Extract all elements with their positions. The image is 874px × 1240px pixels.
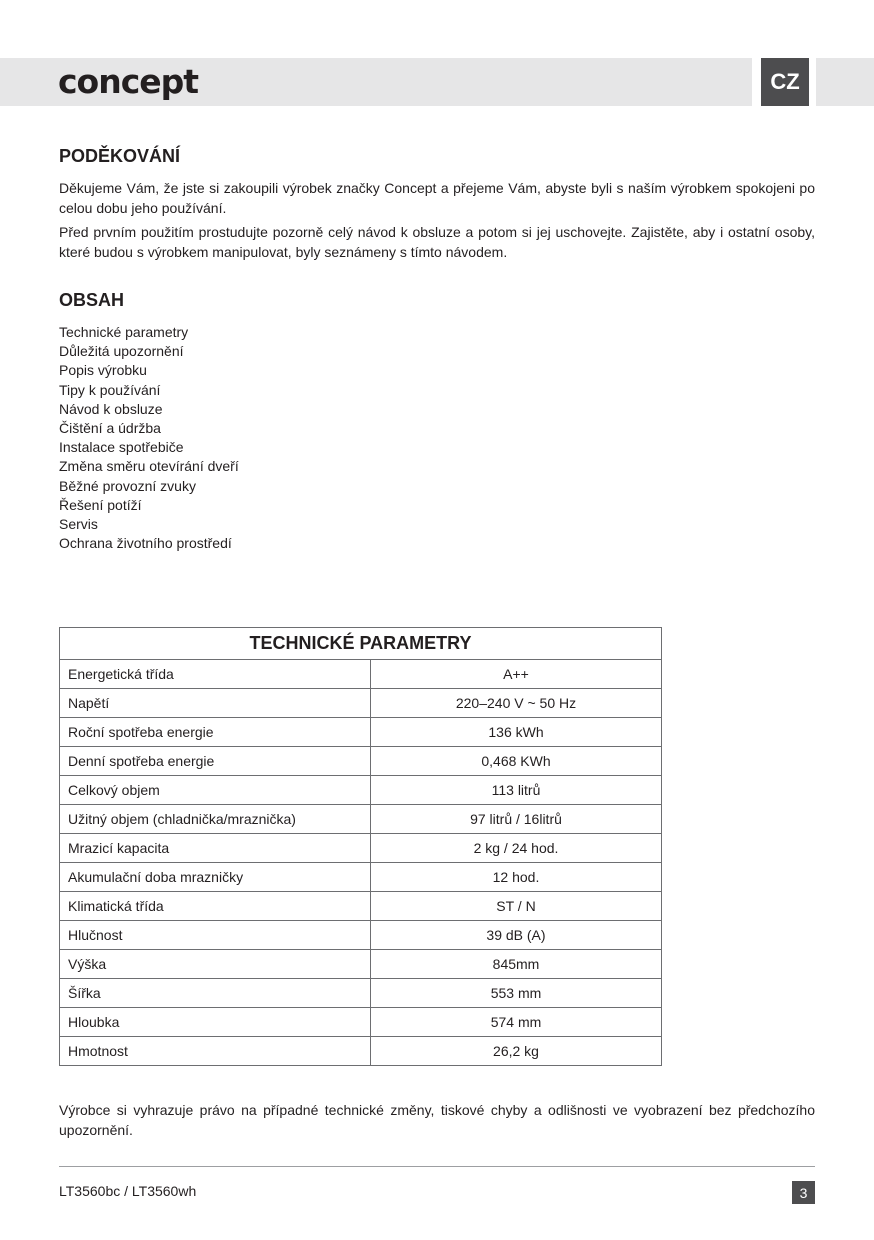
table-row <box>60 892 662 921</box>
spec-value: 845mm <box>371 950 662 979</box>
disclaimer-text: Výrobce si vyhrazuje právo na případné technické změny, tiskové chyby a odlišnosti ve vyobrazení bez předchozího upozornění. <box>59 1102 815 1138</box>
spec-value: 574 mm <box>371 1008 662 1037</box>
spec-label: Užitný objem (chladnička/mraznička) <box>60 805 371 834</box>
contents-item: Změna směru otevírání dveří <box>59 458 239 475</box>
table-row <box>60 805 662 834</box>
model-number: LT3560bc / LT3560wh <box>59 1183 197 1199</box>
acknowledgement-title: PODĚKOVÁNÍ <box>59 146 181 166</box>
spec-value: 0,468 KWh <box>371 747 662 776</box>
table-row <box>60 863 662 892</box>
contents-title: OBSAH <box>59 290 125 310</box>
spec-label: Klimatická třída <box>60 892 371 921</box>
spec-value: 553 mm <box>371 979 662 1008</box>
spec-value: 220–240 V ~ 50 Hz <box>371 689 662 718</box>
contents-item: Řešení potíží <box>59 496 142 513</box>
spec-label: Denní spotřeba energie <box>60 747 371 776</box>
contents-item: Běžné provozní zvuky <box>59 477 196 494</box>
language-badge: CZ <box>761 58 809 106</box>
spec-label: Výška <box>60 950 371 979</box>
contents-item: Důležitá upozornění <box>59 343 184 360</box>
contents-item: Popis výrobku <box>59 362 147 379</box>
spec-value: 12 hod. <box>371 863 662 892</box>
table-row <box>60 921 662 950</box>
footer-divider <box>59 1166 815 1167</box>
spec-label: Celkový objem <box>60 776 371 805</box>
spec-table-header-row <box>60 628 662 660</box>
contents-item: Tipy k používání <box>59 381 161 398</box>
spec-label: Mrazicí kapacita <box>60 834 371 863</box>
acknowledgement-paragraph-1: Děkujeme Vám, že jste si zakoupili výrobek značky Concept a přejeme Vám, abyste byli s naším výrobkem spokojeni po celou dobu jeho používání. <box>59 180 815 216</box>
table-row <box>60 1037 662 1066</box>
spec-label: Hlučnost <box>60 921 371 950</box>
spec-value: 39 dB (A) <box>371 921 662 950</box>
spec-label: Napětí <box>60 689 371 718</box>
contents-item: Čištění a údržba <box>59 420 161 437</box>
spec-value: 97 litrů / 16litrů <box>371 805 662 834</box>
contents-list <box>59 323 239 553</box>
spec-table <box>59 627 662 1066</box>
spec-value: 26,2 kg <box>371 1037 662 1066</box>
table-row <box>60 1008 662 1037</box>
brand-logo: concept <box>58 62 199 101</box>
spec-value: 136 kWh <box>371 718 662 747</box>
contents-item: Návod k obsluze <box>59 400 163 417</box>
spec-label: Energetická třída <box>60 660 371 689</box>
spec-value: 2 kg / 24 hod. <box>371 834 662 863</box>
table-row <box>60 950 662 979</box>
table-row <box>60 747 662 776</box>
spec-table-title: TECHNICKÉ PARAMETRY <box>60 628 662 660</box>
contents-item: Ochrana životního prostředí <box>59 535 232 552</box>
spec-label: Roční spotřeba energie <box>60 718 371 747</box>
table-row <box>60 660 662 689</box>
acknowledgement-paragraph-2: Před prvním použitím prostudujte pozorně celý návod k obsluze a potom si jej uschovejte. Zajistěte, aby i ostatní osoby, které budou s výrobkem manipulovat, byly seznámeny s tímto návodem. <box>59 224 815 260</box>
spec-label: Hmotnost <box>60 1037 371 1066</box>
contents-item: Instalace spotřebiče <box>59 439 184 456</box>
table-row <box>60 776 662 805</box>
spec-value: ST / N <box>371 892 662 921</box>
header-gap <box>752 58 761 106</box>
contents-item: Servis <box>59 516 98 533</box>
spec-label: Šířka <box>60 979 371 1008</box>
spec-label: Akumulační doba mrazničky <box>60 863 371 892</box>
header-gap-right <box>809 58 816 106</box>
spec-value: 113 litrů <box>371 776 662 805</box>
table-row <box>60 834 662 863</box>
contents-item: Technické parametry <box>59 324 189 340</box>
page-number: 3 <box>792 1181 815 1204</box>
spec-value: A++ <box>371 660 662 689</box>
table-row <box>60 718 662 747</box>
spec-label: Hloubka <box>60 1008 371 1037</box>
table-row <box>60 689 662 718</box>
table-row <box>60 979 662 1008</box>
